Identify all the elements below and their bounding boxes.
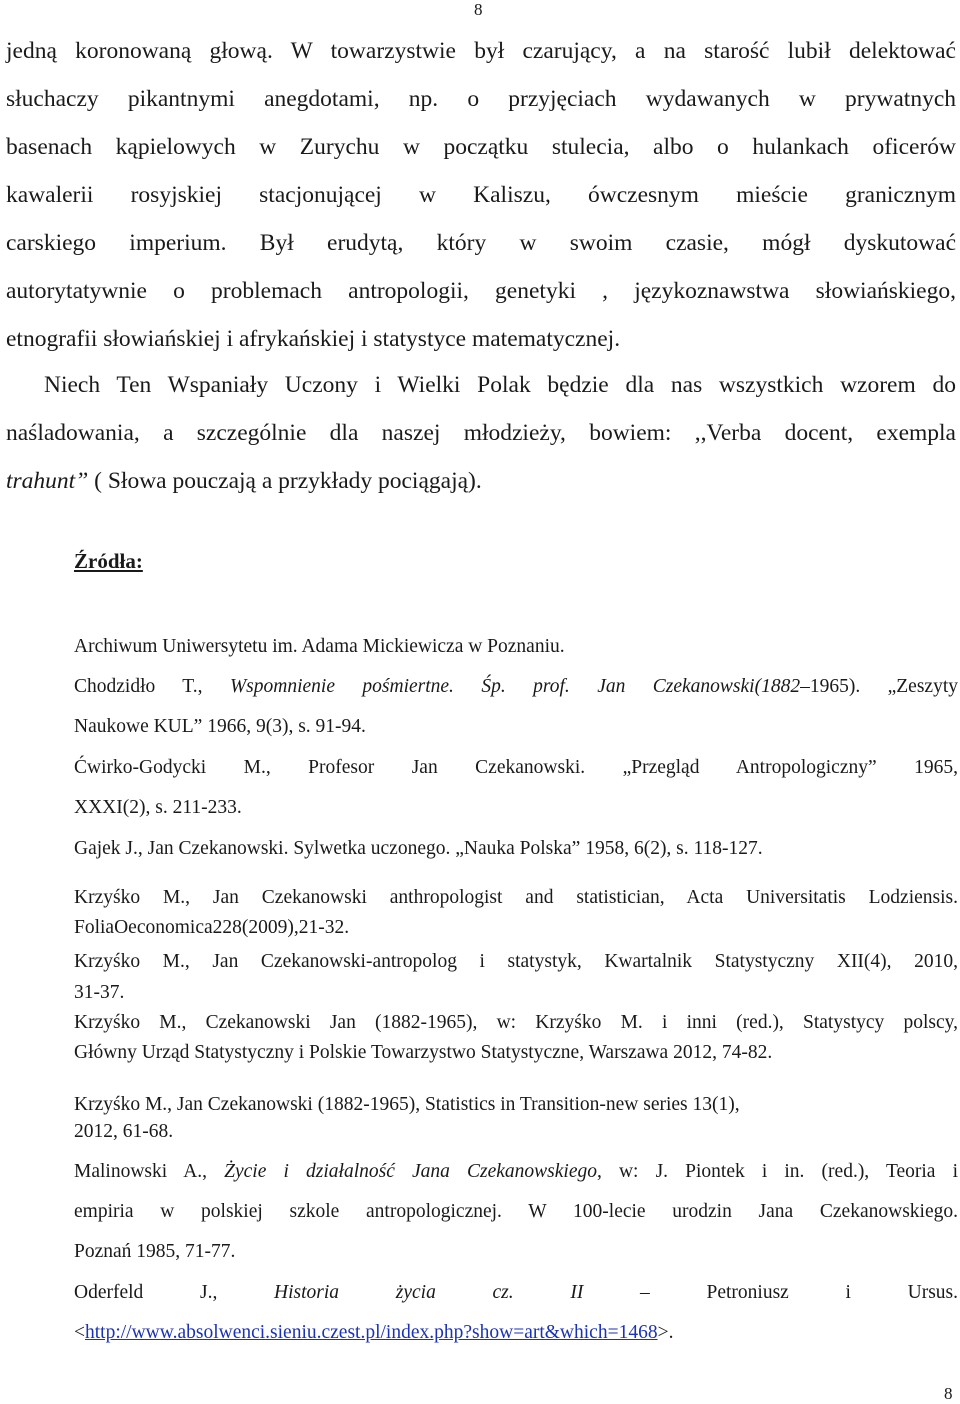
- reference-item: Krzyśko M., Jan Czekanowski (1882-1965), Statistics in Transition-new series 13(1),: [74, 1094, 740, 1115]
- paragraph-line: Niech Ten Wspaniały Uczony i Wielki Polak będzie dla nas wszystkich wzorem do: [44, 372, 956, 398]
- sources-heading: Źródła:: [74, 549, 143, 573]
- reference-item-continued: 31-37.: [74, 982, 125, 1003]
- reference-item: Ćwirko-Godycki M., Profesor Jan Czekanowski. „Przegląd Antropologiczny” 1965,: [74, 757, 958, 778]
- page-number-top: 8: [474, 0, 483, 19]
- paragraph-line: carskiego imperium. Był erudytą, który w swoim czasie, mógł dyskutować: [6, 230, 956, 256]
- reference-title: Wspomnienie pośmiertne. Śp. prof. Jan Czekanowski(1882: [229, 676, 801, 697]
- reference-item: [74, 676, 958, 698]
- reference-item-continued: Poznań 1985, 71-77.: [74, 1241, 236, 1262]
- reference-source: –1965). „Zeszyty: [800, 676, 958, 697]
- reference-item: Archiwum Uniwersytetu im. Adama Mickiewicza w Poznaniu.: [74, 636, 565, 657]
- reference-source: – Petroniusz i Ursus.: [583, 1282, 959, 1303]
- reference-item-continued: FoliaOeconomica228(2009),21-32.: [74, 917, 350, 938]
- reference-item-continued: empiria w polskiej szkole antropologicznej. W 100-lecie urodzin Jana Czekanowskiego.: [74, 1201, 958, 1222]
- paragraph-line: kawalerii rosyjskiej stacjonującej w Kaliszu, ówczesnym mieście granicznym: [6, 182, 956, 208]
- reference-source: , w: J. Piontek i in. (red.), Teoria i: [596, 1161, 958, 1182]
- paragraph-line: słuchaczy pikantnymi anegdotami, np. o przyjęciach wydawanych w prywatnych: [6, 86, 956, 112]
- page-number-bottom: 8: [944, 1384, 953, 1403]
- paragraph-line: autorytatywnie o problemach antropologii, genetyki , językoznawstwa słowiańskiego,: [6, 278, 956, 304]
- reference-author: Oderfeld J.,: [74, 1282, 275, 1303]
- paragraph-line: [6, 457, 482, 505]
- reference-item: Krzyśko M., Czekanowski Jan (1882-1965), w: Krzyśko M. i inni (red.), Statystycy polscy,: [74, 1012, 958, 1033]
- angle-bracket-close: >.: [657, 1322, 674, 1343]
- paragraph-line: jedną koronowaną głową. W towarzystwie był czarujący, a na starość lubił delektować: [6, 38, 956, 64]
- paragraph-line: naśladowania, a szczególnie dla naszej młodzieży, bowiem: ,,Verba docent, exempla: [6, 420, 956, 446]
- reference-item-continued: 2012, 61-68.: [74, 1121, 174, 1142]
- reference-url-link[interactable]: http://www.absolwenci.sieniu.czest.pl/index.php?show=art&which=1468: [85, 1322, 658, 1343]
- reference-title: Historia życia cz. II: [274, 1282, 584, 1303]
- reference-author: Chodzidło T.,: [74, 676, 230, 697]
- latin-quote: trahunt”: [6, 468, 89, 494]
- reference-item: Krzyśko M., Jan Czekanowski anthropologist and statistician, Acta Universitatis Lodziensis.: [74, 887, 958, 908]
- reference-item: Gajek J., Jan Czekanowski. Sylwetka uczonego. „Nauka Polska” 1958, 6(2), s. 118-127.: [74, 838, 763, 859]
- reference-item: [74, 1282, 958, 1304]
- reference-item-continued: [74, 1322, 958, 1344]
- reference-item-continued: XXXI(2), s. 211-233.: [74, 797, 242, 818]
- translation-text: ( Słowa pouczają a przykłady pociągają).: [88, 468, 482, 494]
- reference-item-continued: Naukowe KUL” 1966, 9(3), s. 91-94.: [74, 716, 366, 737]
- paragraph-line: basenach kąpielowych w Zurychu w początku stulecia, albo o hulankach oficerów: [6, 134, 956, 160]
- reference-item: Krzyśko M., Jan Czekanowski-antropolog i statystyk, Kwartalnik Statystyczny XII(4), 2010,: [74, 951, 958, 972]
- angle-bracket-open: <: [74, 1322, 85, 1343]
- reference-item-continued: Główny Urząd Statystyczny i Polskie Towarzystwo Statystyczne, Warszawa 2012, 74-82.: [74, 1042, 773, 1063]
- paragraph-line: etnografii słowiańskiej i afrykańskiej i statystyce matematycznej.: [6, 326, 621, 352]
- reference-author: Malinowski A.,: [74, 1161, 225, 1182]
- reference-title: Życie i działalność Jana Czekanowskiego: [224, 1161, 597, 1182]
- reference-item: [74, 1161, 958, 1183]
